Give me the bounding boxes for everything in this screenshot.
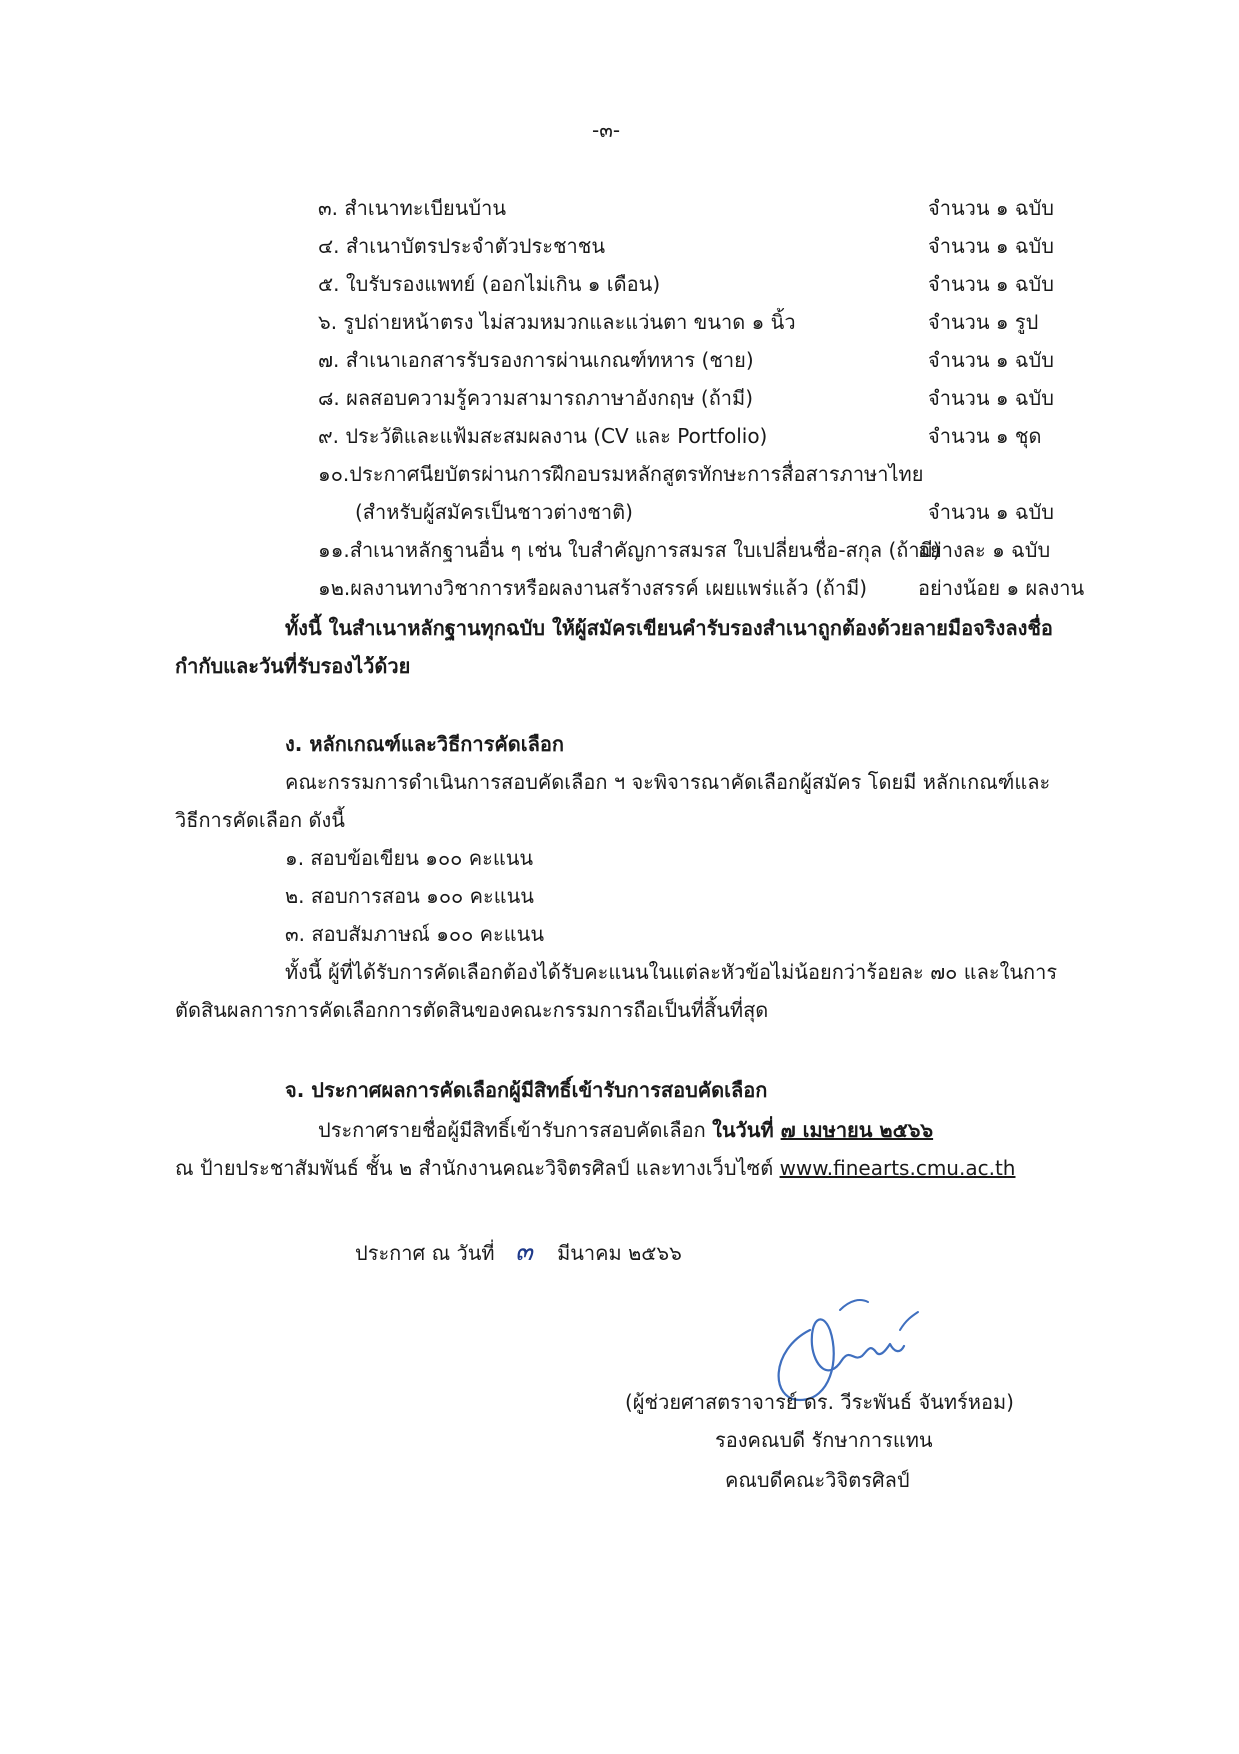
doc-item-3: ๓. สำเนาทะเบียนบ้าน	[318, 196, 507, 220]
certify-note-line2: กำกับและวันที่รับรองไว้ด้วย	[175, 654, 411, 678]
section-d-heading: ง. หลักเกณฑ์และวิธีการคัดเลือก	[285, 732, 564, 756]
section-e-date: ๗ เมษายน ๒๕๖๖	[780, 1118, 934, 1142]
signatory-name: (ผู้ช่วยศาสตราจารย์ ดร. วีระพันธ์ จันทร์หอม)	[625, 1390, 1014, 1414]
section-e-line2	[175, 1154, 1015, 1182]
doc-qty-6: จำนวน ๑ รูป	[928, 310, 1039, 334]
doc-qty-12: อย่างน้อย ๑ ผลงาน	[918, 576, 1085, 600]
doc-qty-8: จำนวน ๑ ฉบับ	[928, 386, 1054, 410]
criteria-item-2: ๒. สอบการสอน ๑๐๐ คะแนน	[285, 884, 534, 908]
doc-item-10-continued: (สำหรับผู้สมัครเป็นชาวต่างชาติ)	[355, 500, 633, 524]
section-d-intro-line1: คณะกรรมการดำเนินการสอบคัดเลือก ฯ จะพิจารณาคัดเลือกผู้สมัคร โดยมี หลักเกณฑ์และ	[285, 770, 1051, 794]
website-link[interactable]: www.finearts.cmu.ac.th	[779, 1156, 1016, 1180]
doc-item-11: ๑๑.สำเนาหลักฐานอื่น ๆ เช่น ใบสำคัญการสมรส ใบเปลี่ยนชื่อ-สกุล (ถ้ามี)	[318, 538, 941, 562]
doc-item-10: ๑๐.ประกาศนียบัตรผ่านการฝึกอบรมหลักสูตรทักษะการสื่อสารภาษาไทย	[318, 462, 924, 486]
section-e-line1-prefix: ประกาศรายชื่อผู้มีสิทธิ์เข้ารับการสอบคัดเลือก	[318, 1118, 713, 1142]
section-d-note-line2: ตัดสินผลการการคัดเลือกการตัดสินของคณะกรรมการถือเป็นที่สิ้นที่สุด	[175, 998, 769, 1022]
section-e-date-label: ในวันที่	[712, 1118, 781, 1142]
doc-item-8: ๘. ผลสอบความรู้ความสามารถภาษาอังกฤษ (ถ้ามี)	[318, 386, 754, 410]
section-e-heading: จ. ประกาศผลการคัดเลือกผู้มีสิทธิ์เข้ารับการสอบคัดเลือก	[285, 1078, 768, 1102]
announce-day: ๓	[514, 1237, 533, 1267]
certify-note-line1: ทั้งนี้ ในสำเนาหลักฐานทุกฉบับ ให้ผู้สมัครเขียนคำรับรองสำเนาถูกต้องด้วยลายมือจริงลงชื่อ	[285, 616, 1053, 640]
doc-qty-11: อย่างละ ๑ ฉบับ	[918, 538, 1051, 562]
section-e-line2-prefix: ณ ป้ายประชาสัมพันธ์ ชั้น ๒ สำนักงานคณะวิจิตรศิลป์ และทางเว็บไซต์	[175, 1156, 780, 1180]
doc-qty-9: จำนวน ๑ ชุด	[928, 424, 1042, 448]
doc-item-6: ๖. รูปถ่ายหน้าตรง ไม่สวมหมวกและแว่นตา ขนาด ๑ นิ้ว	[318, 310, 796, 334]
doc-qty-4: จำนวน ๑ ฉบับ	[928, 234, 1054, 258]
section-d-intro-line2: วิธีการคัดเลือก ดังนี้	[175, 808, 345, 832]
announce-month-year: มีนาคม ๒๕๖๖	[557, 1241, 682, 1265]
page-number: -๓-	[592, 118, 621, 142]
doc-item-12: ๑๒.ผลงานทางวิชาการหรือผลงานสร้างสรรค์ เผยแพร่แล้ว (ถ้ามี)	[318, 576, 868, 600]
doc-qty-5: จำนวน ๑ ฉบับ	[928, 272, 1054, 296]
section-e-line1	[318, 1116, 933, 1144]
announce-prefix: ประกาศ ณ วันที่	[355, 1241, 495, 1265]
section-d-note-line1: ทั้งนี้ ผู้ที่ได้รับการคัดเลือกต้องได้รับคะแนนในแต่ละหัวข้อไม่น้อยกว่าร้อยละ ๗๐ และในการ	[285, 960, 1058, 984]
signatory-position-line2: คณบดีคณะวิจิตรศิลป์	[725, 1468, 910, 1492]
signatory-position-line1: รองคณบดี รักษาการแทน	[715, 1428, 933, 1452]
criteria-item-3: ๓. สอบสัมภาษณ์ ๑๐๐ คะแนน	[285, 922, 545, 946]
doc-qty-3: จำนวน ๑ ฉบับ	[928, 196, 1054, 220]
doc-qty-7: จำนวน ๑ ฉบับ	[928, 348, 1054, 372]
criteria-item-1: ๑. สอบข้อเขียน ๑๐๐ คะแนน	[285, 846, 534, 870]
doc-item-4: ๔. สำเนาบัตรประจำตัวประชาชน	[318, 234, 606, 258]
doc-item-5: ๕. ใบรับรองแพทย์ (ออกไม่เกิน ๑ เดือน)	[318, 272, 661, 296]
announce-line	[355, 1238, 682, 1267]
doc-qty-10: จำนวน ๑ ฉบับ	[928, 500, 1054, 524]
doc-item-7: ๗. สำเนาเอกสารรับรองการผ่านเกณฑ์ทหาร (ชาย)	[318, 348, 754, 372]
doc-item-9: ๙. ประวัติและแฟ้มสะสมผลงาน (CV และ Portfolio)	[318, 424, 768, 448]
